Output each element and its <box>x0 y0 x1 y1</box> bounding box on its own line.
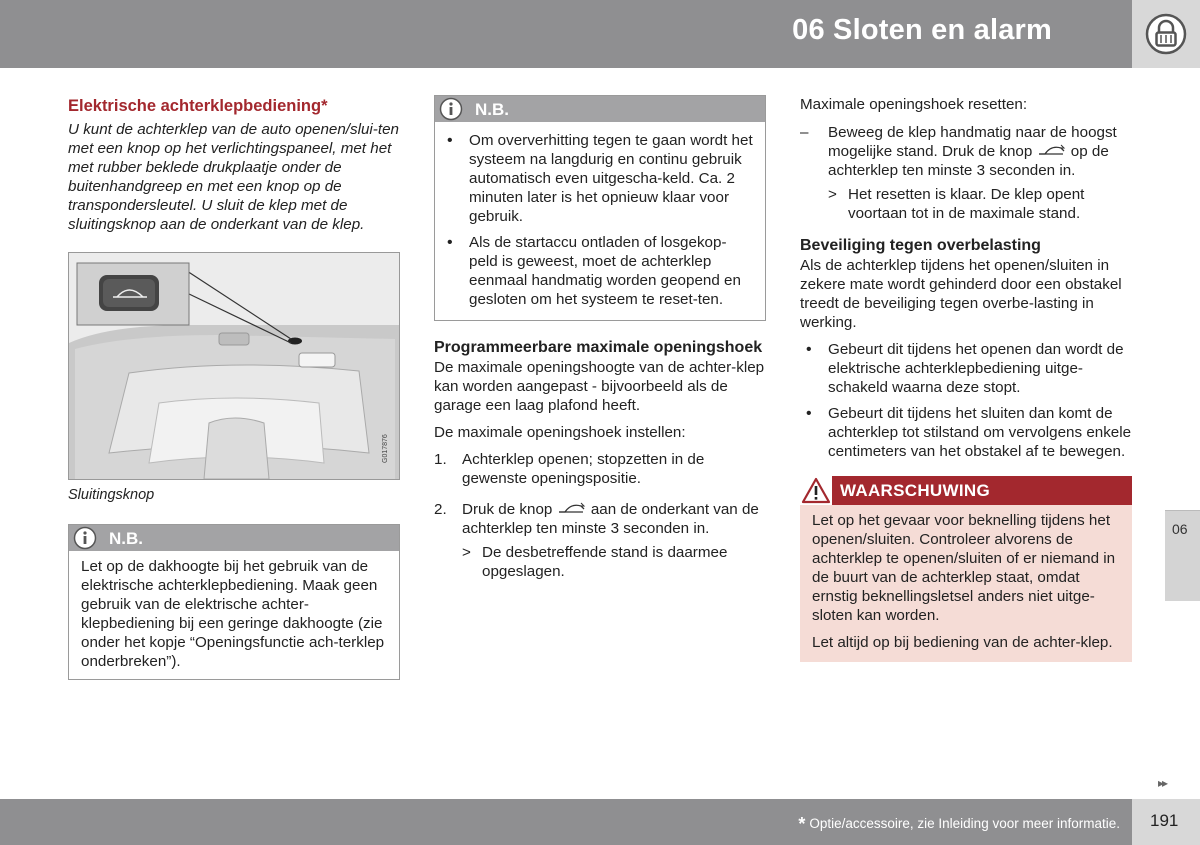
step-number: 2. <box>434 501 447 518</box>
dash-text-cont: op de achterklep ten minste 3 seconden in. <box>828 143 1109 179</box>
result-mark: > <box>462 544 471 561</box>
section-heading: Elektrische achterklepbediening* <box>68 97 328 115</box>
result-item <box>462 543 766 581</box>
note-header <box>69 525 399 551</box>
result-item <box>828 185 1132 223</box>
note-label: N.B. <box>109 529 143 548</box>
page-footer <box>0 799 1132 845</box>
page-number-tab <box>1132 799 1200 845</box>
info-icon <box>73 526 97 550</box>
column-right <box>800 95 1132 662</box>
dash-item <box>800 123 1132 180</box>
step-text-cont: aan de onderkant van de achterklep ten minste 3 seconden in. <box>462 501 759 537</box>
warning-header <box>800 476 1132 505</box>
paragraph: Als de achterklep tijdens het openen/sluiten in zekere mate wordt gehinderd door een obstakel treedt de beveiliging tegen overbe-lasting in werking. <box>800 257 1122 331</box>
section-heading: Beveiliging tegen overbelasting <box>800 237 1041 254</box>
step-2 <box>434 500 766 538</box>
result-text: De desbetreffende stand is daarmee opgeslagen. <box>482 544 728 580</box>
column-middle <box>434 95 766 581</box>
chapter-icon-tab <box>1132 0 1200 68</box>
warning-body <box>800 505 1132 662</box>
chapter-side-tab <box>1165 510 1200 601</box>
warning-label: WAARSCHUWING <box>840 481 990 500</box>
result-text: Het resetten is klaar. De klep opent voortaan tot in de maximale stand. <box>848 186 1085 222</box>
step-1 <box>434 450 766 488</box>
side-tab-label: 06 <box>1172 521 1188 537</box>
list-item: • Om oververhitting tegen te gaan wordt het systeem na langdurig en continu gebruik automatisch even uitgescha-keld. Ca. 2 minuten later is het opnieuw klaar voor gebruik. <box>441 131 753 226</box>
figure-caption: Sluitingsknop <box>68 487 155 503</box>
footnote <box>798 814 1120 835</box>
note-header <box>435 96 765 122</box>
lock-icon <box>1145 13 1187 55</box>
warning-box <box>800 476 1132 662</box>
tailgate-button-icon <box>557 501 587 517</box>
footnote-text: Optie/accessoire, zie Inleiding voor meer informatie. <box>809 816 1120 831</box>
page-number: 191 <box>1150 811 1179 830</box>
intro-text: U kunt de achterklep van de auto openen/slui-ten met een knop op het verlichtingspaneel, met het met rubber beklede drukplaatje onder de buitenhandgreep en met een knop op de transpondersleutel. U sluit de klep met de sluitingsknop aan de onderkant van de klep. <box>68 121 399 233</box>
paragraph: De maximale openingshoek instellen: <box>434 424 686 441</box>
note-body <box>435 122 765 320</box>
dash-mark: – <box>800 124 809 141</box>
dash-text: Beweeg de klep handmatig naar de hoogst mogelijke stand. Druk de knop <box>828 124 1117 160</box>
warning-triangle-icon <box>800 476 832 505</box>
tailgate-illustration <box>68 252 400 480</box>
chapter-title: 06 Sloten en alarm <box>792 14 1052 46</box>
tailgate-button-icon <box>1037 143 1067 159</box>
step-text: Druk de knop <box>462 501 553 518</box>
bullet-list <box>800 340 1132 461</box>
section-heading: Programmeerbare maximale openingshoek <box>434 339 763 356</box>
result-mark: > <box>828 186 837 203</box>
warning-icon-box <box>800 476 832 505</box>
list-item: • Gebeurt dit tijdens het sluiten dan komt de achterklep tot stilstand om vervolgens enkele centimeters van het obstakel af te bewegen. <box>800 404 1132 461</box>
chapter-header <box>0 0 1132 68</box>
note-text: Let op de dakhoogte bij het gebruik van de elektrische achterklepbediening. Maak geen gebruik van de elektrische achter-klepbediening bij een geringe dakhoogte (zie onder het kopje “Openingsfunctie ach-terklep onderbreken”). <box>81 558 385 670</box>
note-bullets <box>441 131 753 309</box>
note-box <box>434 95 766 321</box>
warning-text: Let altijd op bij bediening van de achter-klep. <box>812 634 1113 651</box>
list-item: • Gebeurt dit tijdens het openen dan wordt de elektrische achterklepbediening uitge-schakeld waarna deze stopt. <box>800 340 1132 397</box>
step-text: Achterklep openen; stopzetten in de gewenste openingspositie. <box>462 451 705 487</box>
continue-arrows-icon: ▸▸ <box>1158 776 1167 790</box>
footnote-star: * <box>798 814 806 834</box>
figure-code: G017876 <box>382 434 389 463</box>
warning-text: Let op het gevaar voor beknelling tijdens het openen/sluiten. Controleer alvorens de achterklep te openen/sluiten of er niemand in de buurt van de achterklep staat, omdat ernstig beknellingsletsel anders niet uitge-sloten kan worden. <box>812 512 1116 624</box>
tailgate-drawing <box>69 253 399 479</box>
info-icon <box>439 97 463 121</box>
paragraph: De maximale openingshoogte van de achter-klep kan worden aangepast - bijvoorbeeld als de garage een laag plafond heeft. <box>434 359 765 414</box>
list-item: • Als de startaccu ontladen of losgekop-peld is geweest, moet de achterklep eenmaal handmatig worden geopend en gesloten om het systeem te reset-ten. <box>441 233 753 309</box>
column-left <box>68 95 400 680</box>
step-number: 1. <box>434 451 447 468</box>
note-box <box>68 524 400 680</box>
note-label: N.B. <box>475 100 509 119</box>
paragraph: Maximale openingshoek resetten: <box>800 96 1028 113</box>
